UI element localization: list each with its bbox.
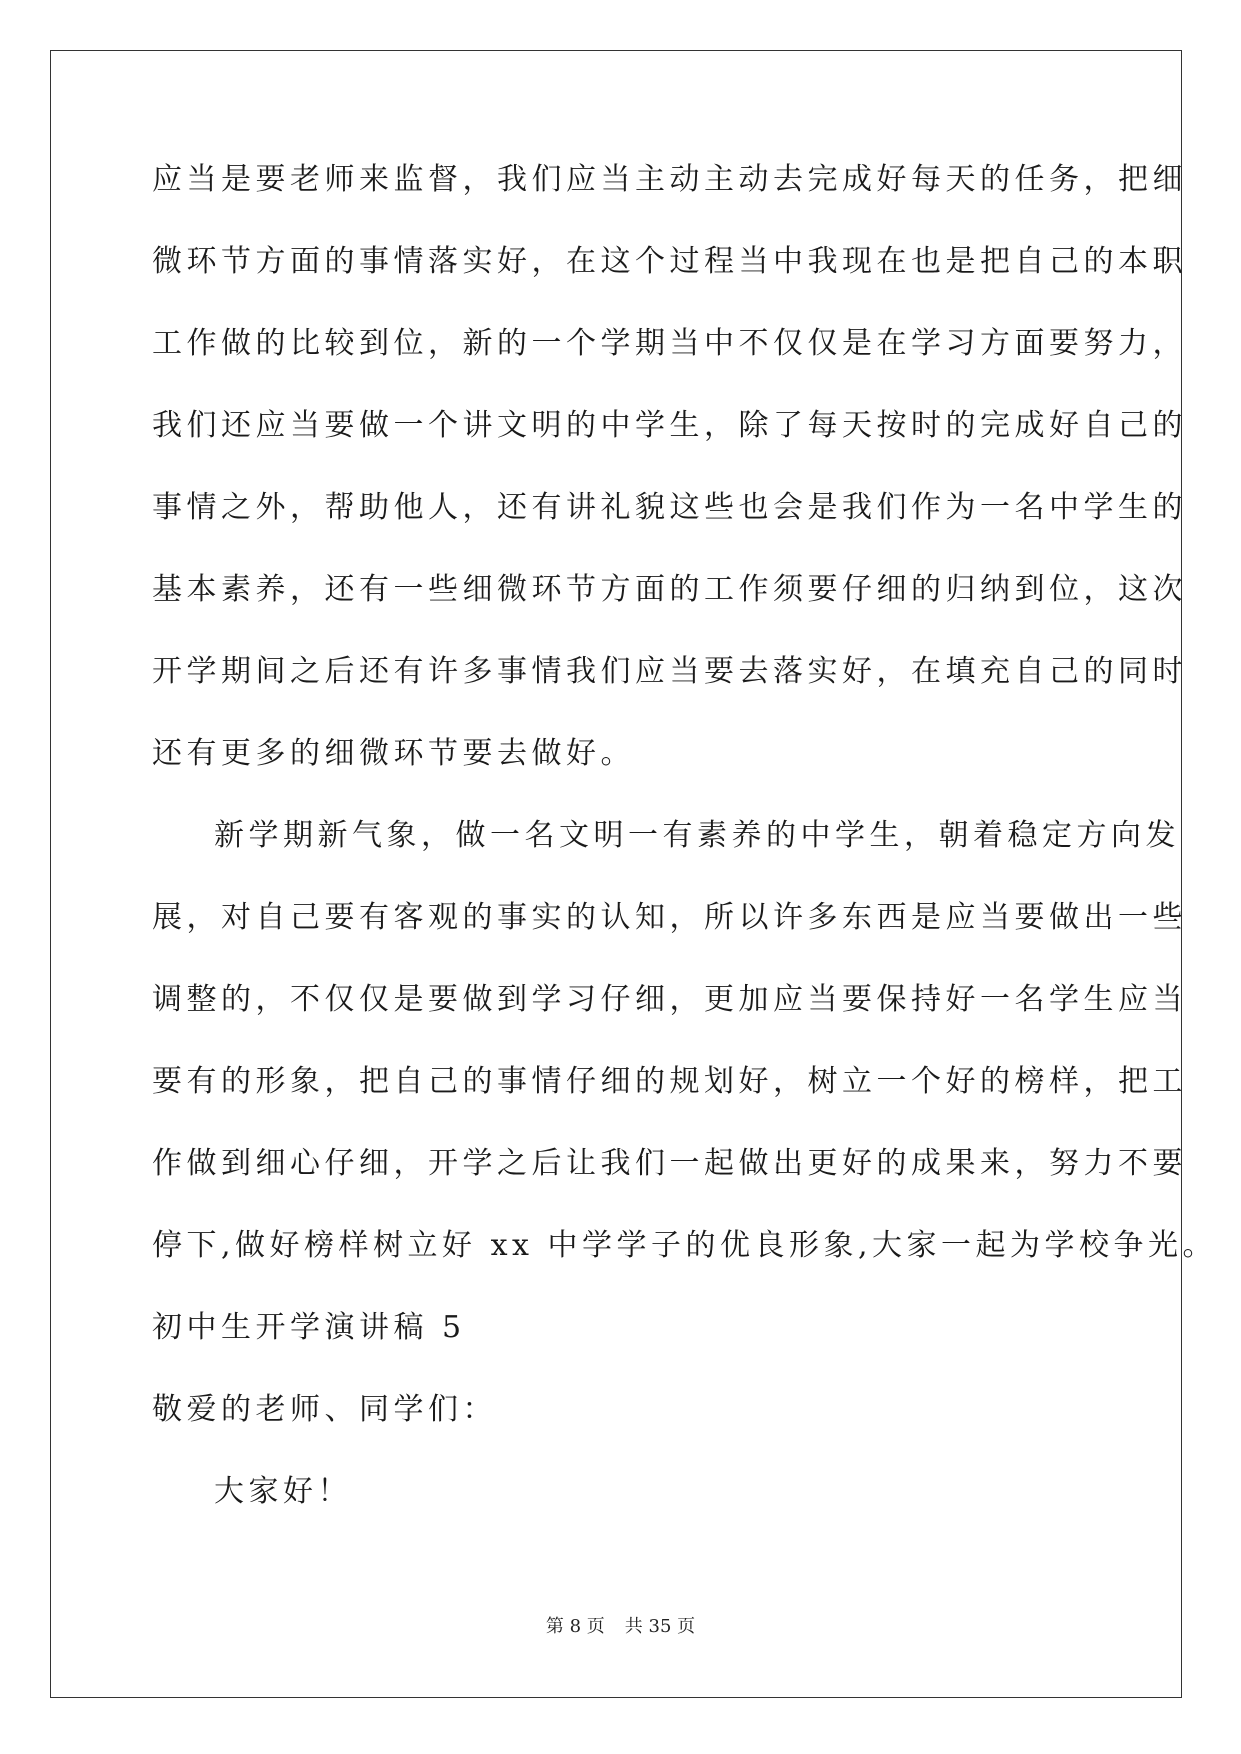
text-line: 调整的，不仅仅是要做到学习仔细，更加应当要保持好一名学生应当 — [152, 982, 1187, 1017]
salutation: 敬爱的老师、同学们： — [152, 1392, 497, 1427]
text-line: 应当是要老师来监督，我们应当主动主动去完成好每天的任务，把细 — [152, 162, 1187, 197]
text-line: 停下,做好榜样树立好 xx 中学学子的优良形象,大家一起为学校争光。 — [152, 1228, 1217, 1263]
text-line: 基本素养，还有一些细微环节方面的工作须要仔细的归纳到位，这次 — [152, 572, 1187, 607]
text-line: 还有更多的细微环节要去做好。 — [152, 736, 635, 771]
text-line: 我们还应当要做一个讲文明的中学生，除了每天按时的完成好自己的 — [152, 408, 1187, 443]
text-line: 新学期新气象，做一名文明一有素养的中学生，朝着稳定方向发 — [214, 818, 1180, 853]
current-page-label: 第 8 页 — [545, 1616, 605, 1637]
paragraph-1 — [152, 160, 1187, 816]
speech-heading: 初中生开学演讲稿 5 — [152, 1310, 466, 1345]
text-line: 事情之外，帮助他人，还有讲礼貌这些也会是我们作为一名中学生的 — [152, 490, 1187, 525]
total-pages-label: 共 35 页 — [624, 1616, 696, 1637]
greeting: 大家好！ — [214, 1474, 352, 1509]
document-body — [152, 160, 1217, 1554]
text-line: 开学期间之后还有许多事情我们应当要去落实好，在填充自己的同时 — [152, 654, 1187, 689]
text-line: 工作做的比较到位，新的一个学期当中不仅仅是在学习方面要努力， — [152, 326, 1187, 361]
paragraph-2 — [152, 816, 1217, 1308]
text-line: 要有的形象，把自己的事情仔细的规划好，树立一个好的榜样，把工 — [152, 1064, 1187, 1099]
text-line: 微环节方面的事情落实好，在这个过程当中我现在也是把自己的本职 — [152, 244, 1187, 279]
text-line: 展，对自己要有客观的事实的认知，所以许多东西是应当要做出一些 — [152, 900, 1187, 935]
page-footer — [0, 1612, 1241, 1638]
text-line: 作做到细心仔细，开学之后让我们一起做出更好的成果来，努力不要 — [152, 1146, 1187, 1181]
